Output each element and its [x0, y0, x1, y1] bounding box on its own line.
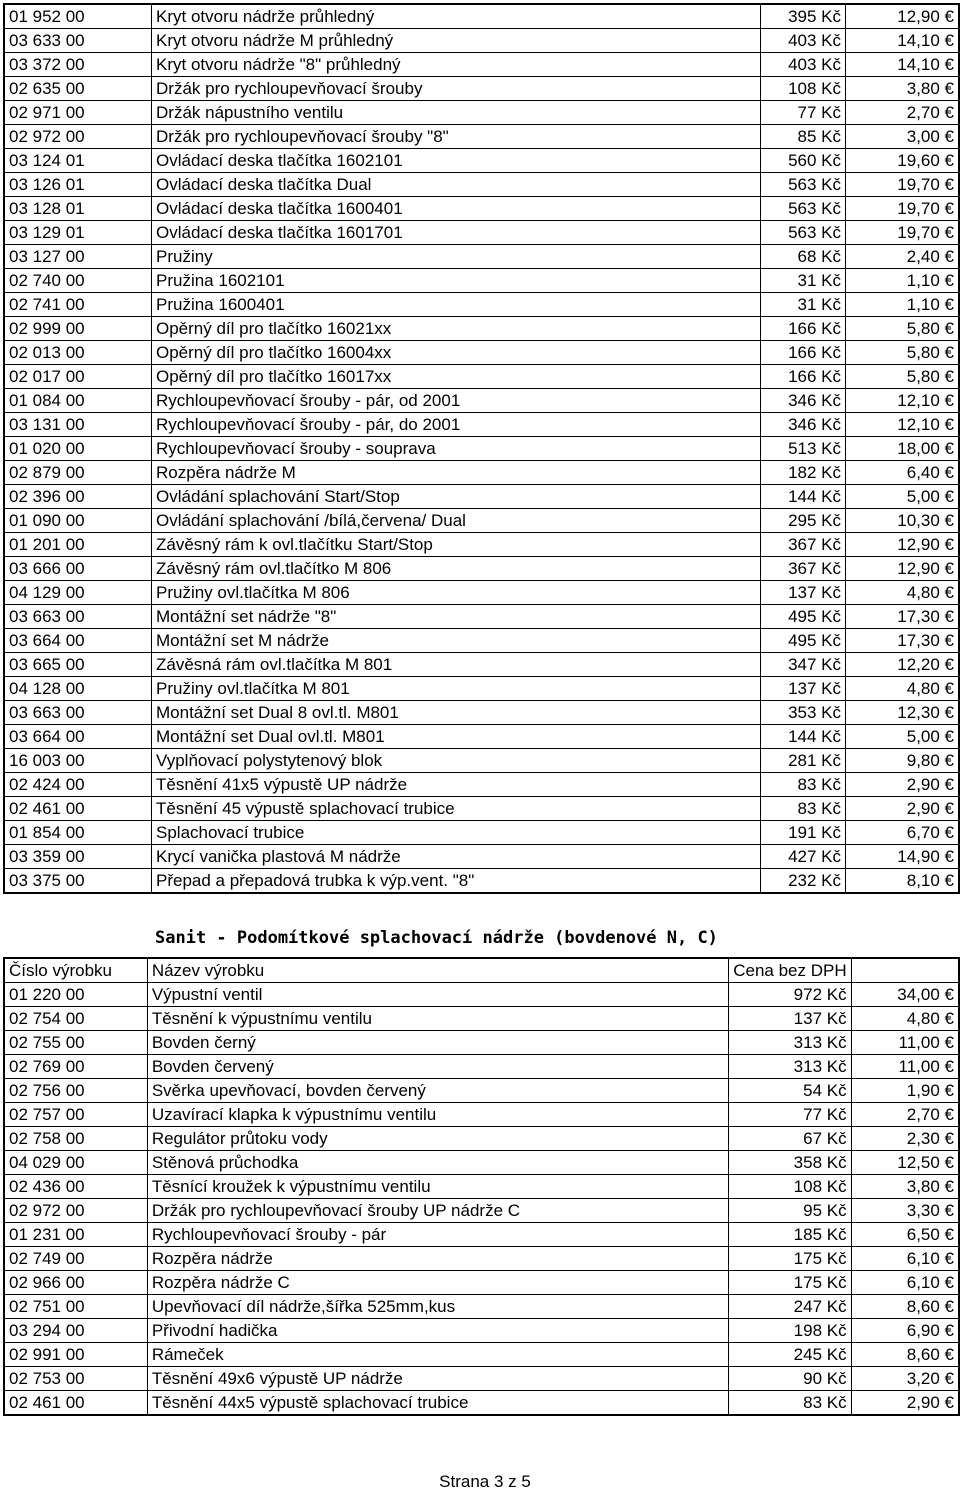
price-eur-cell: 2,90 €: [851, 1391, 959, 1416]
header-product-name: Název výrobku: [147, 958, 728, 983]
price-eur-cell: 2,90 €: [846, 773, 960, 797]
price-czk-cell: 358 Kč: [729, 1151, 851, 1175]
product-name-cell: Rámeček: [147, 1343, 728, 1367]
price-eur-cell: 6,50 €: [851, 1223, 959, 1247]
price-eur-cell: 14,10 €: [846, 29, 960, 53]
price-czk-cell: 313 Kč: [729, 1055, 851, 1079]
product-number-cell: 02 436 00: [4, 1175, 147, 1199]
price-eur-cell: 1,90 €: [851, 1079, 959, 1103]
product-number-cell: 03 666 00: [4, 557, 152, 581]
price-czk-cell: 495 Kč: [761, 629, 846, 653]
product-number-cell: 03 665 00: [4, 653, 152, 677]
product-name-cell: Pružina 1600401: [152, 293, 761, 317]
table-row: [4, 509, 959, 533]
table-row: [4, 1175, 959, 1199]
price-czk-cell: 367 Kč: [761, 557, 846, 581]
price-eur-cell: 19,60 €: [846, 149, 960, 173]
table-row: [4, 725, 959, 749]
product-number-cell: 02 751 00: [4, 1295, 147, 1319]
product-number-cell: 02 396 00: [4, 485, 152, 509]
price-czk-cell: 563 Kč: [761, 197, 846, 221]
product-name-cell: Kryt otvoru nádrže "8" průhledný: [152, 53, 761, 77]
price-czk-cell: 346 Kč: [761, 389, 846, 413]
table-row: [4, 365, 959, 389]
table-row: [4, 773, 959, 797]
product-number-cell: 02 013 00: [4, 341, 152, 365]
product-number-cell: 02 754 00: [4, 1007, 147, 1031]
price-czk-cell: 245 Kč: [729, 1343, 851, 1367]
table-row: [4, 77, 959, 101]
product-name-cell: Výpustní ventil: [147, 983, 728, 1007]
price-eur-cell: 8,60 €: [851, 1343, 959, 1367]
price-eur-cell: 19,70 €: [846, 173, 960, 197]
price-czk-cell: 90 Kč: [729, 1367, 851, 1391]
product-number-cell: 03 664 00: [4, 629, 152, 653]
price-eur-cell: 12,90 €: [846, 533, 960, 557]
table-row: [4, 533, 959, 557]
product-number-cell: 02 999 00: [4, 317, 152, 341]
table-row: [4, 1367, 959, 1391]
price-czk-cell: 83 Kč: [761, 797, 846, 821]
price-table-1-body: [4, 4, 959, 893]
price-czk-cell: 972 Kč: [729, 983, 851, 1007]
price-czk-cell: 67 Kč: [729, 1127, 851, 1151]
table-row: [4, 269, 959, 293]
product-number-cell: 03 359 00: [4, 845, 152, 869]
header-price: Cena bez DPH: [729, 958, 851, 983]
table-row: [4, 845, 959, 869]
price-czk-cell: 166 Kč: [761, 365, 846, 389]
product-name-cell: Závěsný rám ovl.tlačítko M 806: [152, 557, 761, 581]
table-row: [4, 653, 959, 677]
product-number-cell: 02 757 00: [4, 1103, 147, 1127]
product-number-cell: 01 020 00: [4, 437, 152, 461]
product-name-cell: Bovden červený: [147, 1055, 728, 1079]
product-name-cell: Držák nápustního ventilu: [152, 101, 761, 125]
product-name-cell: Ovládací deska tlačítka Dual: [152, 173, 761, 197]
table-row: [4, 557, 959, 581]
product-name-cell: Pružina 1602101: [152, 269, 761, 293]
table-row: [4, 197, 959, 221]
price-eur-cell: 12,90 €: [846, 557, 960, 581]
price-czk-cell: 31 Kč: [761, 293, 846, 317]
price-eur-cell: 6,10 €: [851, 1247, 959, 1271]
price-czk-cell: 191 Kč: [761, 821, 846, 845]
price-czk-cell: 137 Kč: [729, 1007, 851, 1031]
price-czk-cell: 313 Kč: [729, 1031, 851, 1055]
product-name-cell: Bovden černý: [147, 1031, 728, 1055]
product-number-cell: 02 879 00: [4, 461, 152, 485]
price-table-1: [3, 3, 960, 894]
price-eur-cell: 11,00 €: [851, 1031, 959, 1055]
price-eur-cell: 12,90 €: [846, 4, 960, 29]
product-number-cell: 02 971 00: [4, 101, 152, 125]
section-title: Sanit - Podomítkové splachovací nádrže (bovdenové N, C): [155, 928, 718, 948]
product-number-cell: 16 003 00: [4, 749, 152, 773]
price-eur-cell: 17,30 €: [846, 629, 960, 653]
price-eur-cell: 1,10 €: [846, 269, 960, 293]
table-row: [4, 1199, 959, 1223]
price-czk-cell: 346 Kč: [761, 413, 846, 437]
price-eur-cell: 4,80 €: [846, 677, 960, 701]
product-number-cell: 02 756 00: [4, 1079, 147, 1103]
product-number-cell: 01 854 00: [4, 821, 152, 845]
product-number-cell: 02 972 00: [4, 125, 152, 149]
table-row: [4, 245, 959, 269]
table-row: [4, 869, 959, 894]
price-czk-cell: 108 Kč: [761, 77, 846, 101]
price-table-2-body: [4, 983, 959, 1416]
price-czk-cell: 247 Kč: [729, 1295, 851, 1319]
product-number-cell: 01 952 00: [4, 4, 152, 29]
product-number-cell: 04 128 00: [4, 677, 152, 701]
price-table-2: [3, 957, 960, 1416]
price-czk-cell: 144 Kč: [761, 725, 846, 749]
product-name-cell: Těsnění 44x5 výpustě splachovací trubice: [147, 1391, 728, 1416]
price-eur-cell: 12,20 €: [846, 653, 960, 677]
product-number-cell: 03 372 00: [4, 53, 152, 77]
price-czk-cell: 68 Kč: [761, 245, 846, 269]
price-eur-cell: 3,80 €: [846, 77, 960, 101]
product-number-cell: 02 753 00: [4, 1367, 147, 1391]
product-name-cell: Upevňovací díl nádrže,šířka 525mm,kus: [147, 1295, 728, 1319]
product-number-cell: 02 461 00: [4, 1391, 147, 1416]
product-name-cell: Opěrný díl pro tlačítko 16017xx: [152, 365, 761, 389]
product-name-cell: Těsnění 45 výpustě splachovací trubice: [152, 797, 761, 821]
price-eur-cell: 5,80 €: [846, 341, 960, 365]
price-eur-cell: 14,90 €: [846, 845, 960, 869]
price-czk-cell: 85 Kč: [761, 125, 846, 149]
price-eur-cell: 8,60 €: [851, 1295, 959, 1319]
table-row: [4, 1319, 959, 1343]
product-number-cell: 02 740 00: [4, 269, 152, 293]
price-eur-cell: 2,30 €: [851, 1127, 959, 1151]
product-number-cell: 03 663 00: [4, 605, 152, 629]
price-eur-cell: 3,20 €: [851, 1367, 959, 1391]
product-number-cell: 02 972 00: [4, 1199, 147, 1223]
price-eur-cell: 6,90 €: [851, 1319, 959, 1343]
table-row: [4, 221, 959, 245]
table-row: [4, 413, 959, 437]
price-czk-cell: 166 Kč: [761, 317, 846, 341]
price-eur-cell: 34,00 €: [851, 983, 959, 1007]
price-czk-cell: 560 Kč: [761, 149, 846, 173]
table-row: [4, 485, 959, 509]
product-name-cell: Rychloupevňovací šrouby - pár, do 2001: [152, 413, 761, 437]
price-czk-cell: 137 Kč: [761, 677, 846, 701]
price-czk-cell: 175 Kč: [729, 1271, 851, 1295]
product-name-cell: Přepad a přepadová trubka k výp.vent. "8": [152, 869, 761, 894]
product-name-cell: Přivodní hadička: [147, 1319, 728, 1343]
product-name-cell: Ovládání splachování Start/Stop: [152, 485, 761, 509]
price-czk-cell: 347 Kč: [761, 653, 846, 677]
product-name-cell: Rychloupevňovací šrouby - pár: [147, 1223, 728, 1247]
product-number-cell: 02 966 00: [4, 1271, 147, 1295]
product-name-cell: Opěrný díl pro tlačítko 16021xx: [152, 317, 761, 341]
price-czk-cell: 83 Kč: [761, 773, 846, 797]
product-number-cell: 03 126 01: [4, 173, 152, 197]
price-czk-cell: 175 Kč: [729, 1247, 851, 1271]
price-czk-cell: 281 Kč: [761, 749, 846, 773]
price-czk-cell: 395 Kč: [761, 4, 846, 29]
price-eur-cell: 10,30 €: [846, 509, 960, 533]
price-eur-cell: 2,90 €: [846, 797, 960, 821]
product-number-cell: 02 769 00: [4, 1055, 147, 1079]
table-row: [4, 749, 959, 773]
price-czk-cell: 185 Kč: [729, 1223, 851, 1247]
product-name-cell: Rozpěra nádrže M: [152, 461, 761, 485]
table-row: [4, 1295, 959, 1319]
table-row: [4, 1343, 959, 1367]
product-number-cell: 02 741 00: [4, 293, 152, 317]
price-eur-cell: 17,30 €: [846, 605, 960, 629]
price-eur-cell: 12,30 €: [846, 701, 960, 725]
price-czk-cell: 108 Kč: [729, 1175, 851, 1199]
table-row: [4, 1079, 959, 1103]
table-row: [4, 821, 959, 845]
price-czk-cell: 353 Kč: [761, 701, 846, 725]
price-czk-cell: 182 Kč: [761, 461, 846, 485]
product-name-cell: Rozpěra nádrže C: [147, 1271, 728, 1295]
price-czk-cell: 31 Kč: [761, 269, 846, 293]
product-number-cell: 03 375 00: [4, 869, 152, 894]
table-row: [4, 101, 959, 125]
table-row: [4, 341, 959, 365]
price-eur-cell: 6,40 €: [846, 461, 960, 485]
table-row: [4, 1151, 959, 1175]
table-row: [4, 53, 959, 77]
price-czk-cell: 403 Kč: [761, 29, 846, 53]
product-number-cell: 02 424 00: [4, 773, 152, 797]
product-name-cell: Rychloupevňovací šrouby - souprava: [152, 437, 761, 461]
product-name-cell: Ovládací deska tlačítka 1600401: [152, 197, 761, 221]
product-number-cell: 01 220 00: [4, 983, 147, 1007]
product-number-cell: 02 749 00: [4, 1247, 147, 1271]
product-number-cell: 02 017 00: [4, 365, 152, 389]
price-eur-cell: 12,10 €: [846, 413, 960, 437]
header-product-number: Číslo výrobku: [4, 958, 147, 983]
product-name-cell: Držák pro rychloupevňovací šrouby: [152, 77, 761, 101]
product-name-cell: Regulátor průtoku vody: [147, 1127, 728, 1151]
product-number-cell: 04 029 00: [4, 1151, 147, 1175]
product-name-cell: Těsnící kroužek k výpustnímu ventilu: [147, 1175, 728, 1199]
price-eur-cell: 2,70 €: [846, 101, 960, 125]
product-number-cell: 03 663 00: [4, 701, 152, 725]
product-name-cell: Rychloupevňovací šrouby - pár, od 2001: [152, 389, 761, 413]
product-name-cell: Opěrný díl pro tlačítko 16004xx: [152, 341, 761, 365]
product-number-cell: 03 128 01: [4, 197, 152, 221]
price-eur-cell: 5,00 €: [846, 725, 960, 749]
price-eur-cell: 4,80 €: [846, 581, 960, 605]
price-czk-cell: 563 Kč: [761, 173, 846, 197]
product-name-cell: Ovládání splachování /bílá,červena/ Dual: [152, 509, 761, 533]
price-czk-cell: 403 Kč: [761, 53, 846, 77]
product-name-cell: Svěrka upevňovací, bovden červený: [147, 1079, 728, 1103]
table-row: [4, 1103, 959, 1127]
price-eur-cell: 3,30 €: [851, 1199, 959, 1223]
table-row: [4, 1127, 959, 1151]
price-czk-cell: 563 Kč: [761, 221, 846, 245]
table-row: [4, 677, 959, 701]
product-name-cell: Rozpěra nádrže: [147, 1247, 728, 1271]
product-number-cell: 03 664 00: [4, 725, 152, 749]
price-eur-cell: 18,00 €: [846, 437, 960, 461]
table-row: [4, 701, 959, 725]
table-row: [4, 581, 959, 605]
table-row: [4, 293, 959, 317]
product-name-cell: Držák pro rychloupevňovací šrouby UP nádrže C: [147, 1199, 728, 1223]
price-eur-cell: 5,80 €: [846, 365, 960, 389]
header-price-eur: [851, 958, 959, 983]
product-number-cell: 02 635 00: [4, 77, 152, 101]
table-row: [4, 4, 959, 29]
price-eur-cell: 2,70 €: [851, 1103, 959, 1127]
price-czk-cell: 427 Kč: [761, 845, 846, 869]
price-czk-cell: 144 Kč: [761, 485, 846, 509]
product-name-cell: Závěsný rám k ovl.tlačítku Start/Stop: [152, 533, 761, 557]
table-row: [4, 389, 959, 413]
product-number-cell: 03 127 00: [4, 245, 152, 269]
table-row: [4, 461, 959, 485]
product-name-cell: Pružiny ovl.tlačítka M 801: [152, 677, 761, 701]
table-row: [4, 1031, 959, 1055]
product-number-cell: 02 461 00: [4, 797, 152, 821]
price-czk-cell: 83 Kč: [729, 1391, 851, 1416]
price-czk-cell: 198 Kč: [729, 1319, 851, 1343]
product-number-cell: 01 084 00: [4, 389, 152, 413]
table-row: [4, 983, 959, 1007]
price-czk-cell: 295 Kč: [761, 509, 846, 533]
table-row: [4, 1007, 959, 1031]
table-row: [4, 125, 959, 149]
price-eur-cell: 19,70 €: [846, 197, 960, 221]
product-number-cell: 01 090 00: [4, 509, 152, 533]
price-czk-cell: 95 Kč: [729, 1199, 851, 1223]
table-row: [4, 629, 959, 653]
product-number-cell: 03 633 00: [4, 29, 152, 53]
product-number-cell: 03 124 01: [4, 149, 152, 173]
table-row: [4, 1247, 959, 1271]
product-name-cell: Montážní set Dual ovl.tl. M801: [152, 725, 761, 749]
price-czk-cell: 367 Kč: [761, 533, 846, 557]
price-eur-cell: 2,40 €: [846, 245, 960, 269]
price-eur-cell: 3,80 €: [851, 1175, 959, 1199]
price-eur-cell: 6,10 €: [851, 1271, 959, 1295]
table-row: [4, 605, 959, 629]
product-name-cell: Montážní set M nádrže: [152, 629, 761, 653]
table-row: [4, 1391, 959, 1416]
product-number-cell: 04 129 00: [4, 581, 152, 605]
product-number-cell: 01 231 00: [4, 1223, 147, 1247]
table-row: [4, 29, 959, 53]
product-name-cell: Těsnění 41x5 výpustě UP nádrže: [152, 773, 761, 797]
product-name-cell: Držák pro rychloupevňovací šrouby "8": [152, 125, 761, 149]
product-name-cell: Montážní set nádrže "8": [152, 605, 761, 629]
product-number-cell: 02 755 00: [4, 1031, 147, 1055]
price-czk-cell: 54 Kč: [729, 1079, 851, 1103]
price-eur-cell: 5,80 €: [846, 317, 960, 341]
price-eur-cell: 11,00 €: [851, 1055, 959, 1079]
product-name-cell: Pružiny ovl.tlačítka M 806: [152, 581, 761, 605]
price-czk-cell: 77 Kč: [761, 101, 846, 125]
price-eur-cell: 4,80 €: [851, 1007, 959, 1031]
table-row: [4, 1271, 959, 1295]
product-name-cell: Montážní set Dual 8 ovl.tl. M801: [152, 701, 761, 725]
price-eur-cell: 14,10 €: [846, 53, 960, 77]
price-eur-cell: 12,10 €: [846, 389, 960, 413]
product-name-cell: Stěnová průchodka: [147, 1151, 728, 1175]
product-name-cell: Závěsná rám ovl.tlačítka M 801: [152, 653, 761, 677]
price-eur-cell: 3,00 €: [846, 125, 960, 149]
table-row: [4, 797, 959, 821]
product-number-cell: 03 131 00: [4, 413, 152, 437]
price-czk-cell: 77 Kč: [729, 1103, 851, 1127]
table-row: [4, 173, 959, 197]
product-name-cell: Kryt otvoru nádrže M průhledný: [152, 29, 761, 53]
product-number-cell: 02 758 00: [4, 1127, 147, 1151]
product-number-cell: 03 129 01: [4, 221, 152, 245]
price-czk-cell: 166 Kč: [761, 341, 846, 365]
product-name-cell: Splachovací trubice: [152, 821, 761, 845]
price-eur-cell: 6,70 €: [846, 821, 960, 845]
product-name-cell: Pružiny: [152, 245, 761, 269]
price-czk-cell: 513 Kč: [761, 437, 846, 461]
price-czk-cell: 137 Kč: [761, 581, 846, 605]
price-eur-cell: 9,80 €: [846, 749, 960, 773]
product-name-cell: Uzavírací klapka k výpustnímu ventilu: [147, 1103, 728, 1127]
product-name-cell: Ovládací deska tlačítka 1601701: [152, 221, 761, 245]
price-czk-cell: 232 Kč: [761, 869, 846, 894]
product-number-cell: 03 294 00: [4, 1319, 147, 1343]
product-number-cell: 01 201 00: [4, 533, 152, 557]
product-name-cell: Těsnění k výpustnímu ventilu: [147, 1007, 728, 1031]
product-name-cell: Krycí vanička plastová M nádrže: [152, 845, 761, 869]
price-eur-cell: 19,70 €: [846, 221, 960, 245]
page-footer: Strana 3 z 5: [439, 1472, 531, 1491]
table-row: [4, 149, 959, 173]
product-name-cell: Těsnění 49x6 výpustě UP nádrže: [147, 1367, 728, 1391]
table-row: [4, 437, 959, 461]
product-name-cell: Kryt otvoru nádrže průhledný: [152, 4, 761, 29]
table-header-row: [4, 958, 959, 983]
product-name-cell: Ovládací deska tlačítka 1602101: [152, 149, 761, 173]
table-row: [4, 1223, 959, 1247]
table-row: [4, 1055, 959, 1079]
table-row: [4, 317, 959, 341]
product-name-cell: Vyplňovací polystytenový blok: [152, 749, 761, 773]
price-eur-cell: 5,00 €: [846, 485, 960, 509]
price-eur-cell: 1,10 €: [846, 293, 960, 317]
price-czk-cell: 495 Kč: [761, 605, 846, 629]
product-number-cell: 02 991 00: [4, 1343, 147, 1367]
price-eur-cell: 8,10 €: [846, 869, 960, 894]
price-eur-cell: 12,50 €: [851, 1151, 959, 1175]
